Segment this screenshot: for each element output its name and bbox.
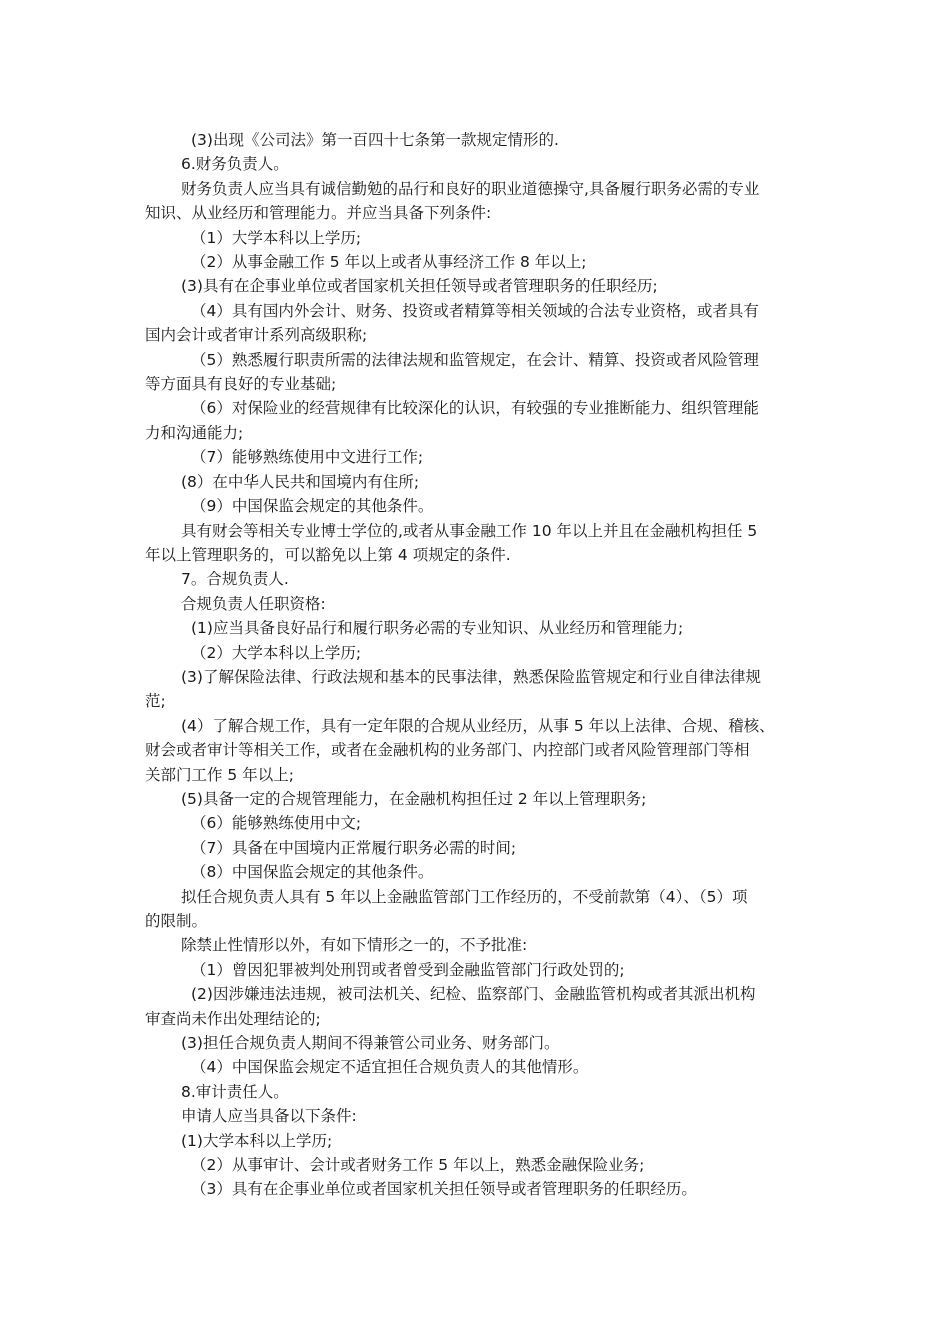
text-line: 申请人应当具备以下条件: [181,1107,357,1126]
text-line: （2）大学本科以上学历; [191,643,362,662]
text-line: （7）具备在中国境内正常履行职务必需的时间; [191,838,517,857]
text-line: 范; [145,692,166,711]
text-line: （1）曾因犯罪被判处刑罚或者曾受到金融监管部门行政处罚的; [191,960,625,979]
text-line: （9）中国保监会规定的其他条件。 [191,497,434,516]
text-line: （8）中国保监会规定的其他条件。 [191,863,434,882]
text-line: 具有财会等相关专业博士学位的,或者从事金融工作 10 年以上并且在金融机构担任 5 [181,521,758,540]
text-line: (2)因涉嫌违法违规，被司法机关、纪检、监察部门、金融监管机构或者其派出机构 [191,985,756,1004]
text-line: （1）大学本科以上学历; [191,228,362,247]
text-line: 等方面具有良好的专业基础; [145,375,337,394]
text-line: 审查尚未作出处理结论的; [145,1009,321,1028]
text-line: 国内会计或者审计系列高级职称; [145,326,368,345]
text-line: （4）中国保监会规定不适宜担任合规负责人的其他情形。 [191,1058,589,1077]
text-line: （7）能够熟练使用中文进行工作; [191,448,424,467]
text-line: (1)应当具备良好品行和履行职务必需的专业知识、从业经历和管理能力; [191,619,684,638]
text-line: （4）具有国内外会计、财务、投资或者精算等相关领域的合法专业资格，或者具有 [191,301,759,320]
text-line: 6.财务负责人。 [181,155,289,174]
text-line: 合规负责人任职资格: [181,594,326,613]
text-line: 8.审计责任人。 [181,1082,289,1101]
text-line: 财务负责人应当具有诚信勤勉的品行和良好的职业道德操守,具备履行职务必需的专业 [181,179,760,198]
text-line: （2）从事审计、会计或者财务工作 5 年以上，熟悉金融保险业务; [191,1156,645,1175]
text-line: (8）在中华人民共和国境内有住所; [181,472,420,491]
text-line: (3)具有在企事业单位或者国家机关担任领导或者管理职务的任职经历; [181,277,658,296]
text-line: (4）了解合规工作，具有一定年限的合规从业经历，从事 5 年以上法律、合规、稽核、 [181,716,775,735]
text-line: （6）能够熟练使用中文; [191,814,362,833]
text-line: (3)了解保险法律、行政法规和基本的民事法律，熟悉保险监管规定和行业自律法律规 [181,667,761,686]
text-line: （3）具有在企事业单位或者国家机关担任领导或者管理职务的任职经历。 [191,1180,697,1199]
text-line: （2）从事金融工作 5 年以上或者从事经济工作 8 年以上; [191,253,587,272]
text-line: 除禁止性情形以外，有如下情形之一的，不予批准: [181,936,528,955]
text-line: 财会或者审计等相关工作，或者在金融机构的业务部门、内控部门或者风险管理部门等相 [145,741,750,760]
text-line: (1)大学本科以上学历; [181,1131,333,1150]
text-line: (3)担任合规负责人期间不得兼管公司业务、财务部门。 [181,1034,560,1053]
text-line: 关部门工作 5 年以上; [145,765,294,784]
text-line: 7。合规负责人. [181,570,289,589]
text-line: 年以上管理职务的，可以豁免以上第 4 项规定的条件. [145,545,511,564]
text-line: （5）熟悉履行职责所需的法律法规和监管规定，在会计、精算、投资或者风险管理 [191,350,759,369]
text-line: 知识、从业经历和管理能力。并应当具备下列条件: [145,204,492,223]
text-line: 的限制。 [145,912,208,930]
text-line: (3)出现《公司法》第一百四十七条第一款规定情形的. [191,131,559,149]
document-body [145,128,810,1202]
text-line: (5)具备一定的合规管理能力，在金融机构担任过 2 年以上管理职务; [181,789,647,808]
text-line: 拟任合规负责人具有 5 年以上金融监管部门工作经历的，不受前款第（4）、（5）项 [181,887,748,906]
text-line: （6）对保险业的经营规律有比较深化的认识，有较强的专业推断能力、组织管理能 [191,399,759,418]
text-line: 力和沟通能力; [145,423,244,442]
